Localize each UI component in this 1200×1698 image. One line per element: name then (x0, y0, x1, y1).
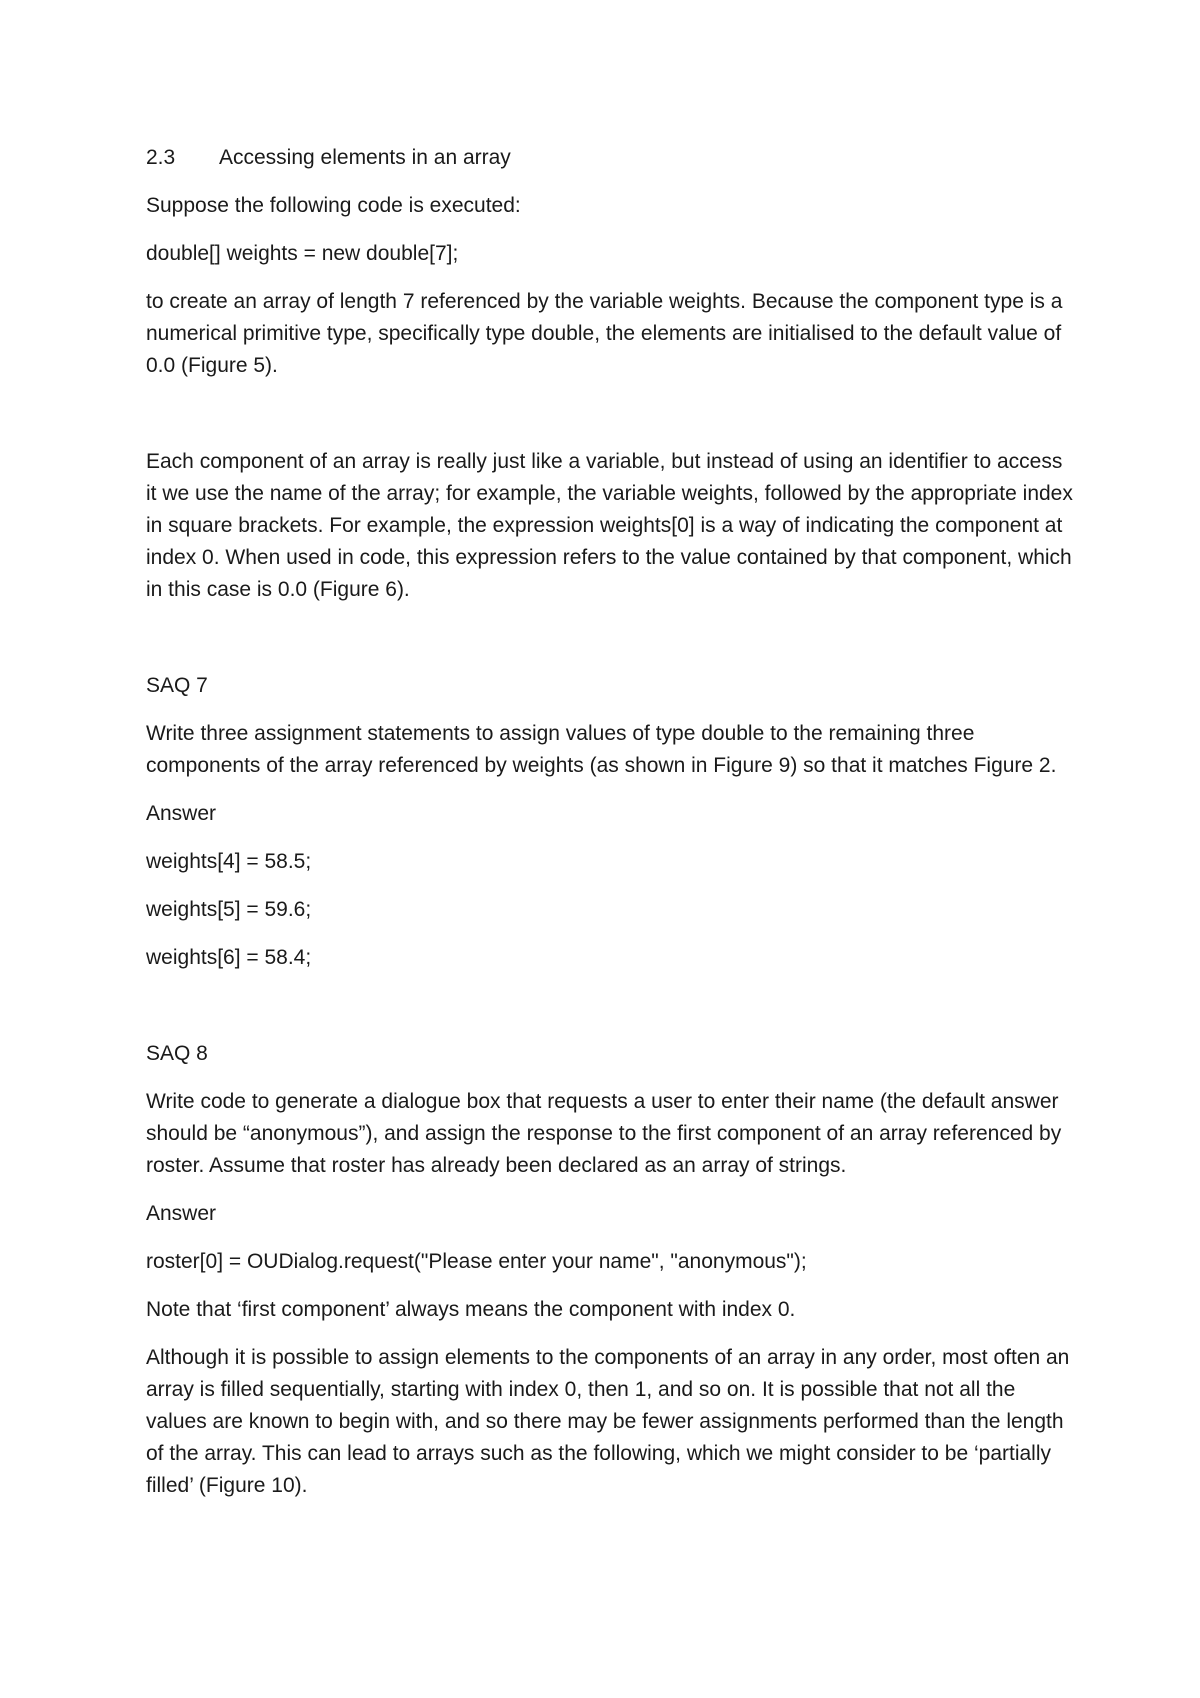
spacer (146, 622, 1076, 670)
section-title: Accessing elements in an array (219, 146, 511, 169)
spacer (146, 398, 1076, 446)
saq8-note: Note that ‘first component’ always means the component with index 0. (146, 1298, 796, 1321)
component-paragraph: Each component of an array is really just like a variable, but instead of using an identifier to access it we use the name of the array; for example, the variable weights, followed by the appropriate index in square brackets. For example, the expression weights[0] is a way of indicating the component at index 0. When used in code, this expression refers to the value contained by that component, which in this case is 0.0 (Figure 6). (146, 450, 1073, 601)
spacer (146, 990, 1076, 1038)
saq7-title: SAQ 7 (146, 674, 208, 697)
saq7-answer-line: weights[6] = 58.4; (146, 946, 312, 969)
saq7-answer-line: weights[5] = 59.6; (146, 898, 312, 921)
intro-paragraph: Suppose the following code is executed: (146, 194, 521, 217)
document-page (146, 142, 1076, 1518)
explanation-paragraph: to create an array of length 7 referenced by the variable weights. Because the component type is a numerical primitive type, specifically type double, the elements are initialised to the default value of 0.0 (Figure 5). (146, 290, 1063, 377)
section-heading (146, 142, 1076, 174)
code-line: double[] weights = new double[7]; (146, 242, 459, 265)
saq7-answer-label: Answer (146, 802, 217, 825)
saq8-answer-label: Answer (146, 1202, 217, 1225)
saq8-code-line: roster[0] = OUDialog.request("Please enter your name", "anonymous"); (146, 1250, 807, 1273)
saq7-question: Write three assignment statements to assign values of type double to the remaining three components of the array referenced by weights (as shown in Figure 9) so that it matches Figure 2. (146, 722, 1057, 777)
saq8-question: Write code to generate a dialogue box that requests a user to enter their name (the default answer should be “anonymous”), and assign the response to the first component of an array referenced by roster. Assume that roster has already been declared as an array of strings. (146, 1090, 1062, 1177)
section-number: 2.3 (146, 146, 176, 169)
saq7-answer-line: weights[4] = 58.5; (146, 850, 312, 873)
closing-paragraph: Although it is possible to assign elements to the components of an array in any order, most often an array is filled sequentially, starting with index 0, then 1, and so on. It is possible that not all the values are known to begin with, and so there may be fewer assignments performed than the length of the array. This can lead to arrays such as the following, which we might consider to be ‘partially filled’ (Figure 10). (146, 1346, 1070, 1497)
saq8-title: SAQ 8 (146, 1042, 208, 1065)
